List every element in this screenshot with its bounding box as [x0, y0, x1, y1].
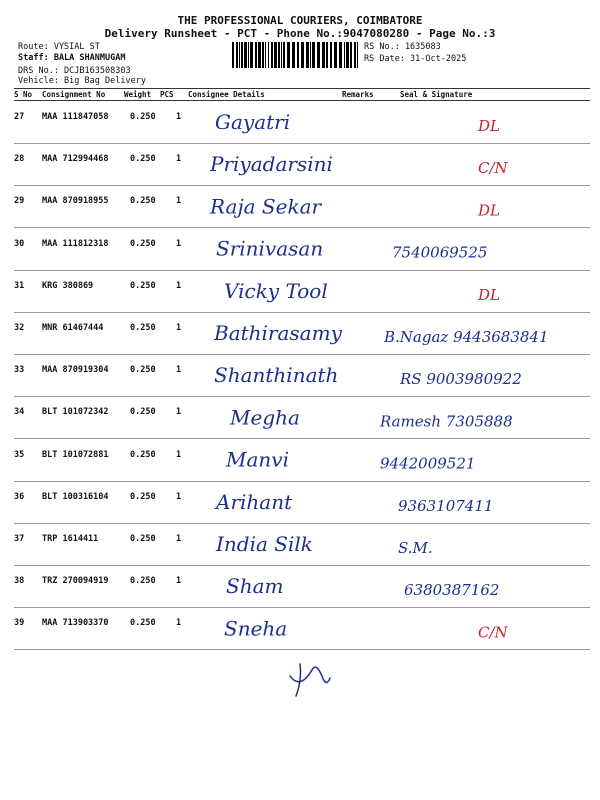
row-divider [14, 649, 590, 650]
receiver-signature-handwritten: 6380387162 [404, 581, 500, 600]
row-weight: 0.250 [130, 492, 156, 502]
header-top-rule [14, 88, 590, 89]
row-consignment-no: KRG 380869 [42, 281, 94, 291]
row-consignment-no: MAA 111847058 [42, 112, 109, 122]
row-pcs: 1 [176, 112, 182, 122]
runsheet-subtitle: Delivery Runsheet - PCT - Phone No.:9047080280 - Page No.:3 [104, 27, 496, 40]
row-pcs: 1 [176, 534, 182, 544]
consignee-name-handwritten: Priyadarsini [210, 152, 333, 177]
table-row [12, 607, 590, 649]
runsheet-header [0, 0, 600, 100]
consignee-name-handwritten: Bathirasamy [214, 321, 342, 345]
table-row [12, 354, 590, 396]
consignee-name-handwritten: Vicky Tool [224, 278, 328, 303]
receiver-signature-handwritten: B.Nagaz 9443683841 [384, 328, 549, 346]
row-pcs: 1 [176, 196, 182, 206]
row-sno: 36 [14, 492, 25, 502]
row-weight: 0.250 [130, 365, 156, 375]
table-row [12, 270, 590, 312]
barcode-bar [265, 42, 266, 68]
row-weight: 0.250 [130, 196, 156, 206]
barcode-bar [310, 42, 311, 68]
barcode-bar [239, 42, 240, 68]
row-consignment-no: TRP 1614411 [42, 534, 99, 544]
col-consignment: Consignment No [42, 90, 106, 99]
row-pcs: 1 [176, 492, 182, 502]
row-weight: 0.250 [130, 534, 156, 544]
rs-date: RS Date: 31-Oct-2025 [364, 54, 467, 64]
receiver-signature-handwritten: Ramesh 7305888 [380, 412, 513, 431]
barcode [232, 42, 360, 68]
row-pcs: 1 [176, 618, 182, 628]
barcode-bar [248, 42, 249, 68]
table-row [12, 312, 590, 354]
row-pcs: 1 [176, 154, 182, 164]
barcode-bar [278, 42, 280, 68]
row-weight: 0.250 [130, 323, 156, 333]
row-sno: 32 [14, 323, 25, 333]
barcode-bar [283, 42, 285, 68]
barcode-bar [262, 42, 264, 68]
barcode-bar [357, 42, 358, 68]
col-seal: Seal & Signature [400, 90, 473, 99]
row-sno: 28 [14, 154, 25, 164]
row-sno: 35 [14, 450, 25, 460]
barcode-bar [317, 42, 320, 68]
route-label: Route: VYSIAL ST [18, 42, 100, 52]
barcode-bar [250, 42, 253, 68]
col-pcs: PCS [160, 90, 174, 99]
col-consignee: Consignee Details [188, 90, 265, 99]
barcode-bar [312, 42, 315, 68]
consignee-name-handwritten: Arihant [216, 489, 293, 514]
row-consignment-no: MAA 111812318 [42, 239, 109, 249]
barcode-bar [255, 42, 257, 68]
row-sno: 27 [14, 112, 25, 122]
barcode-bar [322, 42, 325, 68]
consignee-name-handwritten: India Silk [216, 532, 313, 556]
row-sno: 31 [14, 281, 25, 291]
col-remarks: Remarks [342, 90, 374, 99]
row-weight: 0.250 [130, 576, 156, 586]
row-sno: 29 [14, 196, 25, 206]
table-row [12, 143, 590, 185]
row-weight: 0.250 [130, 112, 156, 122]
receiver-signature-handwritten: RS 9003980922 [400, 370, 522, 389]
footer-signature [290, 664, 330, 696]
row-weight: 0.250 [130, 450, 156, 460]
row-pcs: 1 [176, 323, 182, 333]
row-weight: 0.250 [130, 281, 156, 291]
row-consignment-no: MAA 712994468 [42, 154, 109, 164]
row-weight: 0.250 [130, 154, 156, 164]
barcode-bar [344, 42, 345, 68]
table-row [12, 185, 590, 227]
rs-number: RS No.: 1635083 [364, 42, 441, 52]
barcode-bar [281, 42, 282, 68]
barcode-bar [274, 42, 277, 68]
row-sno: 39 [14, 618, 25, 628]
table-row [12, 523, 590, 565]
receiver-signature-handwritten: 9442009521 [380, 454, 476, 473]
barcode-bar [292, 42, 295, 68]
barcode-bar [326, 42, 328, 68]
row-consignment-no: BLT 101072342 [42, 407, 109, 417]
barcode-bar [350, 42, 352, 68]
company-title: THE PROFESSIONAL COURIERS, COIMBATORE [177, 14, 423, 27]
drs-label: DRS No.: DCJB163508303 [18, 66, 131, 76]
col-sno: S No [14, 90, 33, 99]
row-consignment-no: MAA 713903370 [42, 618, 109, 628]
row-weight: 0.250 [130, 618, 156, 628]
barcode-bar [339, 42, 342, 68]
barcode-bar [241, 42, 243, 68]
barcode-bar [236, 42, 238, 68]
delivery-remark-handwritten: C/N [478, 623, 508, 642]
row-weight: 0.250 [130, 239, 156, 249]
row-pcs: 1 [176, 407, 182, 417]
barcode-bar [271, 42, 273, 68]
table-row [12, 396, 590, 438]
barcode-bar [244, 42, 247, 68]
barcode-bar [306, 42, 309, 68]
receiver-signature-handwritten: 7540069525 [392, 243, 488, 262]
row-consignment-no: MAA 870919304 [42, 365, 109, 375]
row-consignment-no: BLT 101072881 [42, 450, 109, 460]
barcode-bar [232, 42, 234, 68]
row-sno: 37 [14, 534, 25, 544]
row-consignment-no: TRZ 270094919 [42, 576, 109, 586]
row-consignment-no: MNR 61467444 [42, 323, 104, 333]
delivery-remark-handwritten: DL [478, 285, 500, 304]
row-sno: 33 [14, 365, 25, 375]
consignee-name-handwritten: Raja Sekar [210, 194, 322, 219]
receiver-signature-handwritten: 9363107411 [398, 496, 494, 515]
consignee-name-handwritten: Srinivasan [216, 236, 324, 261]
barcode-bar [258, 42, 261, 68]
consignee-name-handwritten: Sham [226, 574, 284, 599]
barcode-bar [301, 42, 304, 68]
consignee-name-handwritten: Megha [230, 405, 300, 430]
row-pcs: 1 [176, 281, 182, 291]
row-consignment-no: BLT 100316104 [42, 492, 109, 502]
table-row [12, 565, 590, 607]
table-row [12, 439, 590, 481]
row-sno: 38 [14, 576, 25, 586]
row-pcs: 1 [176, 576, 182, 586]
barcode-bar [354, 42, 356, 68]
row-consignment-no: MAA 870918955 [42, 196, 109, 206]
row-sno: 34 [14, 407, 25, 417]
table-row [12, 228, 590, 270]
barcode-bar [297, 42, 299, 68]
barcode-bar [268, 42, 269, 68]
row-weight: 0.250 [130, 407, 156, 417]
row-pcs: 1 [176, 239, 182, 249]
consignee-name-handwritten: Gayatri [215, 110, 291, 134]
delivery-remark-handwritten: C/N [478, 159, 508, 178]
consignee-name-handwritten: Manvi [226, 447, 289, 472]
consignee-name-handwritten: Sneha [224, 616, 288, 641]
barcode-bar [287, 42, 290, 68]
vehicle-label: Vehicle: Big Bag Delivery [18, 76, 146, 86]
row-sno: 30 [14, 239, 25, 249]
receiver-signature-handwritten: S.M. [398, 539, 433, 557]
staff-label: Staff: BALA SHANMUGAM [18, 53, 126, 63]
row-pcs: 1 [176, 365, 182, 375]
col-weight: Weight [124, 90, 152, 99]
barcode-bar [330, 42, 332, 68]
consignee-name-handwritten: Shanthinath [214, 363, 339, 388]
barcode-bar [334, 42, 337, 68]
delivery-remark-handwritten: DL [478, 117, 500, 135]
delivery-remark-handwritten: DL [478, 201, 500, 220]
table-row [12, 101, 590, 143]
barcode-bar [346, 42, 349, 68]
row-pcs: 1 [176, 450, 182, 460]
table-row [12, 481, 590, 523]
